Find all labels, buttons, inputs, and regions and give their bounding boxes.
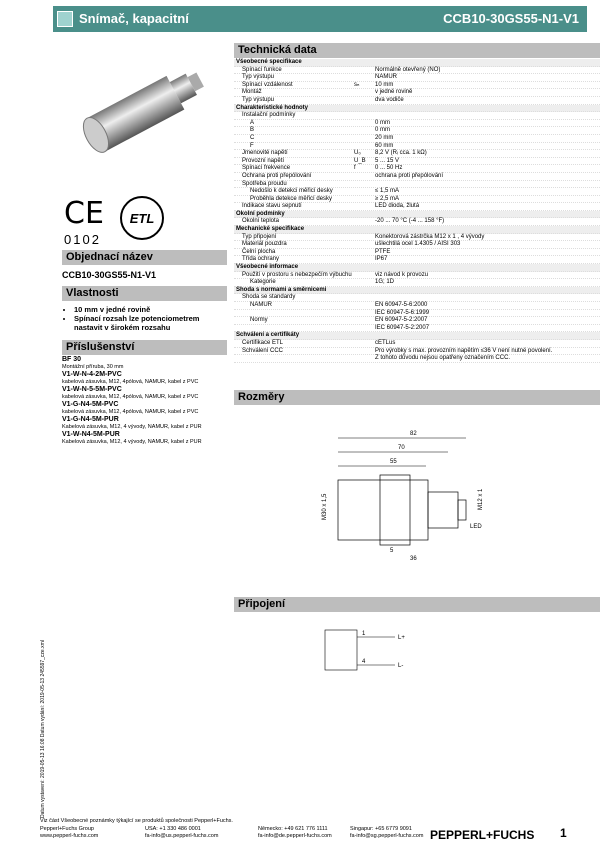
order-value: CCB10-30GS55-N1-V1 [62, 270, 157, 280]
tech-row [234, 173, 600, 181]
tech-cell: dva vodiče [375, 96, 404, 103]
svg-text:4: 4 [362, 659, 366, 665]
header-bar [53, 6, 587, 32]
tech-row [234, 67, 600, 75]
tech-row [234, 287, 600, 295]
tech-cell: U_B [354, 157, 366, 164]
tech-cell: Spínací frekvence [242, 165, 291, 172]
tech-cell: Spínací vzdálenost [242, 81, 293, 88]
tech-cell: 1G; 1D [375, 279, 395, 286]
tech-cell: Schválení CCC [242, 347, 284, 354]
page-number: 1 [560, 826, 567, 840]
footer-usa: USA: +1 330 486 0001 fa-info@us.pepperl-fuchs.com [145, 826, 219, 839]
footer-group: Pepperl+Fuchs Group www.pepperl-fuchs.com [40, 826, 99, 839]
tech-cell: Provozní napětí [242, 157, 285, 164]
tech-row [234, 317, 600, 325]
dim-5: 5 [390, 548, 394, 554]
tech-cell: EN 60947-5-6:2000 [375, 302, 428, 308]
dim-36: 36 [410, 556, 417, 562]
tech-cell: Všeobecné informace [236, 264, 299, 271]
props-list [62, 305, 227, 332]
tech-cell: Spínací funkce [242, 66, 282, 73]
brand-logo: PEPPERL+FUCHS [430, 828, 535, 842]
svg-text:L+: L+ [398, 635, 405, 641]
tech-cell: Okolní teplota [242, 218, 280, 225]
tech-row [234, 196, 600, 204]
tech-row [234, 241, 600, 249]
tech-cell: Typ připojení [242, 233, 277, 240]
tech-row [234, 264, 600, 272]
acc-item: V1-W-N-5-5M-PVC kabelová zásuvka, M12, 4pólová, NAMUR, kabel z PVC [62, 386, 199, 400]
tech-cell: Okolní podmínky [236, 210, 285, 217]
tech-cell: NAMUR [375, 74, 397, 81]
tech-row [234, 120, 600, 128]
tech-row [234, 105, 600, 113]
ce-number: 0102 [64, 232, 101, 247]
tech-row [234, 234, 600, 242]
tech-row [234, 218, 600, 226]
dim-m12: M12 x 1 [478, 488, 484, 510]
tech-row [234, 340, 600, 348]
tech-cell: 0 mm [375, 119, 390, 126]
tech-cell: Normálně otevřený (NO) [375, 66, 441, 73]
acc-item: V1-W-N-4-2M-PVC kabelová zásuvka, M12, 4pólová, NAMUR, kabel z PVC [62, 371, 199, 385]
header-square-icon [57, 11, 73, 27]
tech-row [234, 203, 600, 211]
tech-cell: 8,2 V (Rᵢ cca. 1 kΩ) [375, 150, 427, 157]
acc-item: V1-W-N4-5M-PUR Kabelová zásuvka, M12, 4 vývody, NAMUR, kabel z PUR [62, 431, 202, 445]
conn-title: Připojení [234, 597, 600, 612]
svg-text:ETL: ETL [129, 211, 155, 226]
tech-row [234, 188, 600, 196]
tech-cell: Jmenovité napětí [242, 150, 288, 157]
tech-cell: ochrana proti přepólování [375, 172, 444, 179]
dim-55: 55 [390, 459, 397, 465]
tech-cell: F [250, 142, 254, 149]
tech-cell: Normy [250, 317, 268, 324]
props-title: Vlastnosti [62, 286, 227, 301]
tech-cell: Typ výstupu [242, 74, 275, 81]
dim-82: 82 [410, 431, 417, 437]
tech-row [234, 127, 600, 135]
tech-row [234, 211, 600, 219]
tech-cell: Spotřeba proudu [242, 180, 287, 187]
acc-item: BF 30 Montážní příruba, 30 mm [62, 356, 124, 370]
etl-logo [118, 194, 166, 242]
tech-cell: Certifikace ETL [242, 339, 284, 346]
tech-cell: 5 ... 15 V [375, 157, 400, 164]
tech-row [234, 97, 600, 105]
tech-row [234, 59, 600, 67]
tech-cell: 0 ... 50 Hz [375, 165, 403, 172]
tech-row [234, 226, 600, 234]
tech-row [234, 272, 600, 280]
tech-cell: ≤ 1,5 mA [375, 188, 399, 195]
svg-text:1: 1 [362, 631, 366, 637]
dim-70: 70 [398, 445, 405, 451]
acc-list [62, 356, 227, 446]
tech-cell: Kategorie [250, 279, 276, 286]
tech-row [234, 310, 600, 318]
svg-text:L-: L- [398, 663, 404, 669]
footer-de: Německo: +49 621 776 1111 fa-info@de.pepperl-fuchs.com [258, 826, 332, 839]
tech-cell: Čelní plocha [242, 248, 276, 255]
tech-cell: Z tohoto důvodu nejsou opatřeny označením CCC. [375, 355, 511, 362]
sensor-image [70, 55, 220, 165]
tech-cell: -20 ... 70 °C (-4 ... 158 °F) [375, 218, 445, 225]
product-code: CCB10-30GS55-N1-V1 [443, 11, 579, 26]
tech-cell: NAMUR [250, 302, 272, 308]
tech-cell: Použití v prostoru s nebezpečím výbuchu [242, 271, 352, 278]
tech-row [234, 135, 600, 143]
footer-sg: Singapur: +65 6779 9091 fa-info@sg.pepperl-fuchs.com [350, 826, 424, 839]
tech-cell: Materiál pouzdra [242, 241, 287, 248]
tech-cell: Indikace stavu sepnutí [242, 203, 302, 210]
tech-cell: 20 mm [375, 134, 394, 141]
tech-row [234, 332, 600, 340]
page-title: Snímač, kapacitní [79, 11, 189, 26]
tech-row [234, 302, 600, 310]
tech-cell: IP67 [375, 256, 388, 263]
tech-cell: LED dioda, žlutá [375, 203, 420, 210]
tech-cell: Nedošlo k detekci měřicí desky [250, 188, 333, 195]
tech-cell: Shoda s normami a směrnicemi [236, 286, 327, 293]
tech-cell: viz návod k provozu [375, 271, 429, 278]
tech-cell: IEC 60947-5-2:2007 [375, 324, 430, 331]
tech-cell: 10 mm [375, 81, 394, 88]
tech-cell: C [250, 134, 255, 141]
tech-row [234, 294, 600, 302]
tech-row [234, 249, 600, 257]
acc-title: Příslušenství [62, 340, 227, 355]
tech-cell: ušlechtilá ocel 1.4305 / AISI 303 [375, 241, 461, 248]
dims-title: Rozměry [234, 390, 600, 405]
tech-cell: IEC 60947-5-6:1999 [375, 309, 430, 316]
led-label: LED [470, 524, 482, 530]
tech-row [234, 143, 600, 151]
tech-cell: Pro výrobky s max. provozním napětím ≤36 V není nutné povolení. [375, 347, 553, 354]
tech-cell: 0 mm [375, 127, 390, 134]
tech-cell: Typ výstupu [242, 96, 275, 103]
tech-row [234, 112, 600, 120]
tech-cell: Konektorová zástrčka M12 x 1 , 4 vývody [375, 233, 485, 240]
tech-row [234, 150, 600, 158]
tech-cell: f [354, 165, 356, 172]
tech-cell: Všeobecné specifikace [236, 59, 302, 65]
dim-m30: M30 x 1,5 [322, 493, 328, 520]
tech-cell: Mechanické specifikace [236, 226, 305, 233]
tech-cell: Shoda se standardy [242, 294, 296, 301]
footer-note: Viz část Všeobecné poznámky týkající se produktů společnosti Pepperl+Fuchs. [40, 818, 233, 824]
tech-table [234, 59, 600, 363]
tech-cell: ≥ 2,5 mA [375, 195, 399, 202]
acc-item: V1-G-N4-5M-PUR Kabelová zásuvka, M12, 4 vývody, NAMUR, kabel z PUR [62, 416, 202, 430]
tech-row [234, 82, 600, 90]
tech-cell: 60 mm [375, 142, 394, 149]
tech-cell: Schválení a certifikáty [236, 332, 300, 339]
connection-diagram [320, 625, 420, 675]
tech-cell: cETLus [375, 339, 396, 346]
prop-item: • 10 mm v jedné rovině [74, 305, 227, 314]
tech-cell: Proběhla detekce měřicí desky [250, 195, 333, 202]
tech-cell: B [250, 127, 255, 134]
dimension-drawing [300, 420, 500, 570]
acc-item: V1-G-N4-5M-PVC kabelová zásuvka, M12, 4pólová, NAMUR, kabel z PVC [62, 401, 199, 415]
side-note: Datum vystavení: 2019-05-13 16:08 Datum vydání: 2019-05-13 245597_cze.xml [40, 640, 46, 818]
tech-cell: U₀ [354, 150, 361, 157]
tech-row [234, 89, 600, 97]
tech-row [234, 165, 600, 173]
tech-row [234, 256, 600, 264]
tech-cell: Charakteristické hodnoty [236, 104, 309, 111]
tech-cell: sₙ [354, 81, 360, 88]
tech-cell: Montáž [242, 89, 262, 96]
prop-item: • Spínací rozsah lze potenciometrem nastavit v širokém rozsahu [74, 314, 227, 332]
tech-row [234, 325, 600, 333]
tech-cell: Instalační podmínky [242, 112, 296, 119]
ce-mark: CE [64, 196, 104, 231]
tech-cell: EN 60947-5-2:2007 [375, 317, 428, 324]
tech-cell: PTFE [375, 248, 391, 255]
tech-row [234, 181, 600, 189]
tech-cell: Třída ochrany [242, 256, 280, 263]
tech-row [234, 158, 600, 166]
tech-title: Technická data [234, 43, 600, 58]
order-title: Objednací název [62, 250, 227, 265]
tech-row [234, 74, 600, 82]
tech-cell: A [250, 119, 255, 126]
tech-cell: v jedné rovině [375, 89, 413, 96]
tech-row [234, 279, 600, 287]
tech-cell: Ochrana proti přepólování [242, 172, 312, 179]
tech-row [234, 355, 600, 363]
